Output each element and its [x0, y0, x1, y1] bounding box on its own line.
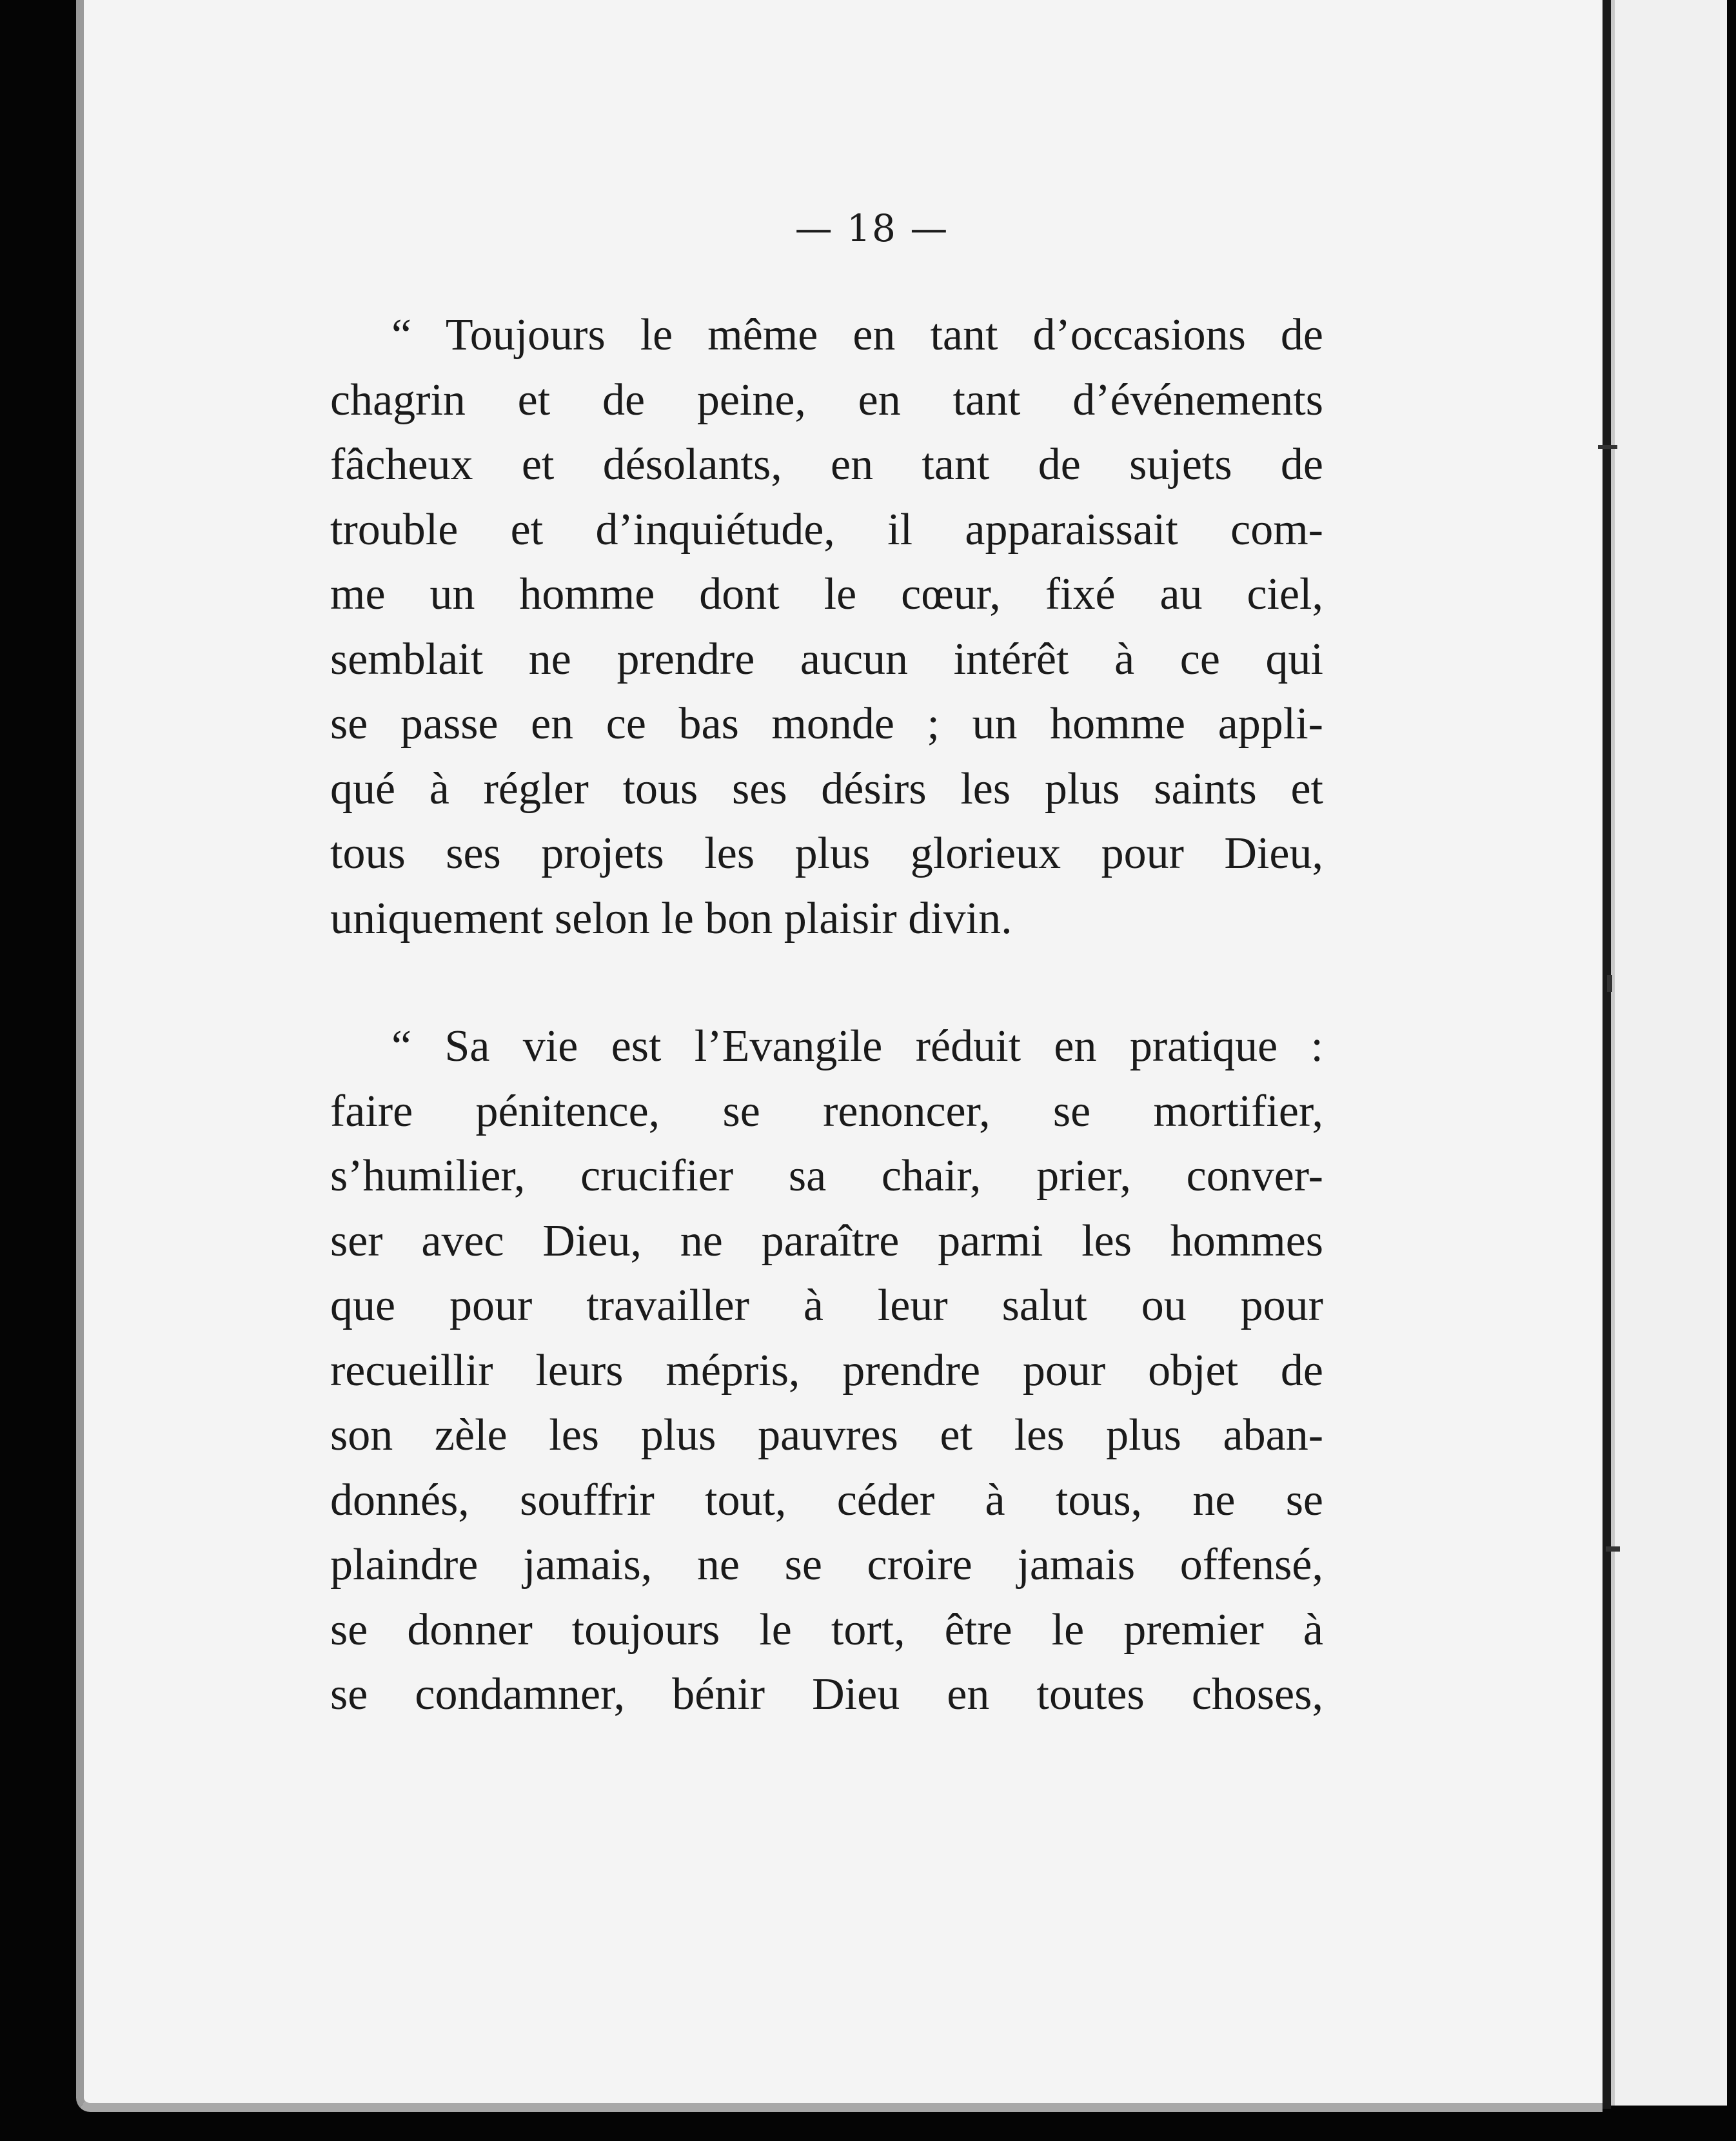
binding-mark: [1598, 445, 1617, 449]
text-line: se donner toujours le tort, être le premier à: [330, 1604, 1323, 1655]
text-line: se condamner, bénir Dieu en toutes choses,: [330, 1670, 1323, 1719]
text-line: faire pénitence, se renoncer, se mortifier,: [330, 1086, 1323, 1136]
text-line: plaindre jamais, ne se croire jamais offensé,: [330, 1540, 1323, 1590]
page-number: — 18 —: [794, 206, 949, 250]
text-line: semblait ne prendre aucun intérêt à ce qui: [330, 634, 1323, 684]
text-line: me un homme dont le cœur, fixé au ciel,: [330, 569, 1323, 619]
text-line: se passe en ce bas monde ; un homme appli-: [330, 699, 1323, 749]
text-line: s’humilier, crucifier sa chair, prier, conver-: [330, 1151, 1323, 1201]
paragraph: [330, 303, 1323, 951]
text-line: son zèle les plus pauvres et les plus aban-: [330, 1410, 1323, 1460]
text-line: ser avec Dieu, ne paraître parmi les hommes: [330, 1216, 1323, 1266]
text-line: fâcheux et désolants, en tant de sujets de: [330, 440, 1323, 489]
binding-mark: [1606, 1546, 1620, 1552]
text-line: trouble et d’inquiétude, il apparaissait com-: [330, 504, 1323, 555]
text-line: qué à régler tous ses désirs les plus saints et: [330, 764, 1323, 814]
text-line: tous ses projets les plus glorieux pour Dieu,: [330, 829, 1323, 878]
page-gutter: [1603, 0, 1611, 2109]
text-line: uniquement selon le bon plaisir divin.: [330, 893, 1012, 943]
body-text: [330, 303, 1323, 1728]
text-line: “ Toujours le même en tant d’occasions de: [391, 310, 1323, 360]
text-line: donnés, souffrir tout, céder à tous, ne se: [330, 1475, 1323, 1525]
text-line: “ Sa vie est l’Evangile réduit en pratique :: [391, 1021, 1323, 1071]
adjacent-page-edge: [1611, 0, 1727, 2106]
binding-mark: [1607, 975, 1612, 992]
paragraph: [330, 1014, 1323, 1728]
text-line: chagrin et de peine, en tant d’événements: [330, 375, 1323, 425]
text-line: recueillir leurs mépris, prendre pour objet de: [330, 1345, 1323, 1396]
text-line: que pour travailler à leur salut ou pour: [330, 1281, 1323, 1330]
